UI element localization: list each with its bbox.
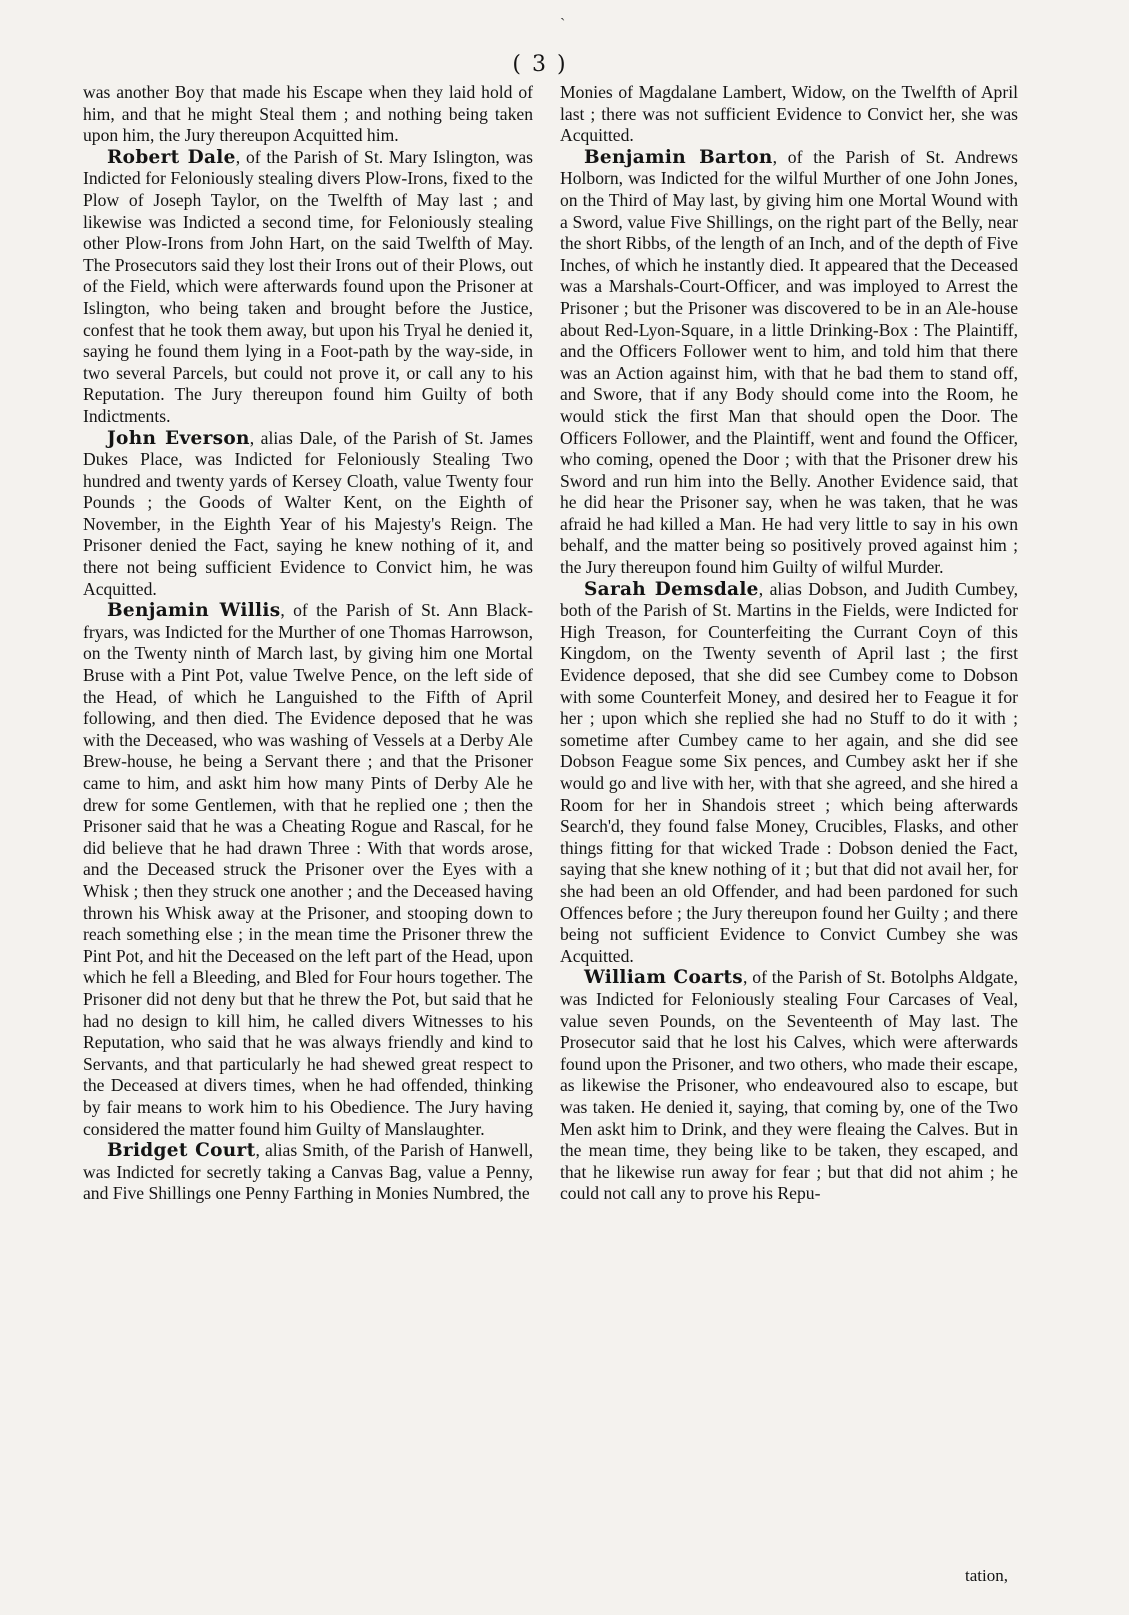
entry-benjamin-barton [560,147,1018,579]
entry-bridget-court [83,1140,533,1205]
defendant-name: Sarah Demsdale [584,578,759,600]
entry-continuation [560,82,1018,147]
entry-text: was another Boy that made his Escape when they laid hold of him, and that he might Steal them ; and nothing being taken upon him, the Jury thereupon Acquitted him. [83,82,533,146]
right-column [560,82,1018,1205]
entry-continuation [83,82,533,147]
defendant-name: William Coarts [584,967,743,989]
defendant-name: John Everson [107,427,250,449]
entry-robert-dale [83,147,533,428]
catchword: tation, [965,1566,1008,1585]
entry-john-everson [83,428,533,601]
entry-sarah-demsdale [560,579,1018,968]
entry-text: , of the Parish of St. Andrews Holborn, was Indicted for the wilful Murther of one John Jones, on the Third of May last, by giving him one Mortal Wound with a Sword, value Five Shillings, on the right part of the Belly, near the short Ribbs, of the length of an Inch, and of the depth of Five Inches, of which he instantly died. It appeared that the Deceased was a Marshals-Court-Officer, and was imployed to Arrest the Prisoner ; but the Prisoner was discovered to be in an Ale-house about Red-Lyon-Square, in a little Drinking-Box : The Plaintiff, and the Officers Follower went to him, and told him that there was an Action against him, with that he bad them to stand off, and Swore, that if any Body should come into the Room, he would stick the first Man that should open the Door. The Officers Follower, and the Plaintiff, went and found the Officer, who coming, opened the Door ; with that the Prisoner drew his Sword and run him into the Belly. Another Evidence said, that he did hear the Prisoner say, when he was taken, that he was afraid he had killed a Man. He had very little to say in his own behalf, and the matter being so positively proved against him ; the Jury thereupon found him Guilty of wilful Murder. [560,146,1018,578]
entry-text: , alias Dale, of the Parish of St. James Dukes Place, was Indicted for Feloniously Stealing Two hundred and twenty yards of Kersey Cloath, value Twenty four Pounds ; the Goods of Walter Kent, on the Eighth of November, in the Eighth Year of his Majesty's Reign. The Prisoner denied the Fact, saying he knew nothing of it, and there not being sufficient Evidence to Convict him, he was Acquitted. [83,427,534,599]
left-column [83,82,533,1205]
entry-text: , alias Dobson, and Judith Cumbey, both of the Parish of St. Martins in the Fields, were Indicted for High Treason, for Counterfeiting the Currant Coyn of this Kingdom, on the Twenty seventh of April last ; the first Evidence deposed, that she did see Cumbey come to Dobson with some Counterfeit Money, and desired her to Feague it for her ; upon which she replied she had no Stuff to do it with ; sometime after Cumbey came to her again, and she did see Dobson Feague some Six pences, and Cumbey askt her if she would go and live with her, with that she agreed, and she hired a Room for her in Shandois street ; which being afterwards Search'd, they found false Money, Crucibles, Flasks, and other things fitting for that wicked Trade : Dobson denied the Fact, saying that she knew nothing of it ; but that did not avail her, for she had been an old Offender, and had been pardoned for such Offences before ; the Jury thereupon found her Guilty ; and there being not sufficient Evidence to Convict Cumbey she was Acquitted. [560,578,1019,966]
entry-william-coarts [560,967,1018,1205]
page-number: ( 3 ) [512,52,568,77]
defendant-name: Benjamin Barton [584,146,773,168]
entry-text: , of the Parish of St. Mary Islington, was Indicted for Feloniously stealing divers Plow-Irons, fixed to the Plow of Joseph Taylor, on the Twelfth of May last ; and likewise was Indicted a second time, for Feloniously stealing other Plow-Irons from John Hart, on the said Twelfth of May. The Prosecutors said they lost their Irons out of their Plows, out of the Field, which were afterwards found upon the Prisoner at Islington, who being taken and brought before the Justice, confest that he took them away, but upon his Tryal he denied it, saying he found them lying in a Foot-path by the way-side, in two several Parcels, but could not prove it, or call any to his Reputation. The Jury thereupon found him Guilty of both Indictments. [83,146,534,426]
entry-text: , of the Parish of St. Ann Black-fryars, was Indicted for the Murther of one Thomas Harrowson, on the Twenty ninth of March last, by giving him one Mortal Bruse with a Pint Pot, value Twelve Pence, on the left side of the Head, of which he Languished to the Fifth of April following, and then died. The Evidence deposed that he was with the Deceased, who was washing of Vessels at a Derby Ale Brew-house, he being a Servant there ; and that the Prisoner came to him, and askt him how many Pints of Derby Ale he drew for some Gentlemen, with that he replied one ; then the Prisoner said that he was a Cheating Rogue and Rascal, for he did believe that he had drawn Three : With that words arose, and the Deceased struck the Prisoner over the Eyes with a Whisk ; then they struck one another ; and the Deceased having thrown his Whisk away at the Prisoner, and stooping down to reach something else ; in the mean time the Prisoner threw the Pint Pot, and hit the Deceased on the left part of the Head, upon which he fell a Bleeding, and Bled for Four hours together. The Prisoner did not deny but that he threw the Pot, but said that he had no design to kill him, he called divers Witnesses to his Reputation, who said that he was always friendly and kind to Servants, and that particularly he had shewed great respect to the Deceased at divers times, when he had offended, thinking by fair means to work him to his Obedience. The Jury having considered the matter found him Guilty of Manslaughter. [83,600,533,1139]
defendant-name: Benjamin Willis [107,600,281,622]
defendant-name: Robert Dale [107,146,236,168]
defendant-name: Bridget Court [107,1140,256,1162]
entry-text: , alias Smith, of the Parish of Hanwell, was Indicted for secretly taking a Canvas Bag, value a Penny, and Five Shillings one Penny Farthing in Monies Numbred, the [83,1140,533,1204]
entry-benjamin-willis [83,600,533,1140]
ink-smudge: ˎ [560,2,566,21]
entry-text: , of the Parish of St. Botolphs Aldgate, was Indicted for Feloniously stealing Four Carcases of Veal, value seven Pounds, on the Seventeenth of May last. The Prosecutor said that he lost his Calves, which were afterwards found upon the Prisoner, and two others, who made their escape, as likewise the Prisoner, who endeavoured also to escape, but was taken. He denied it, saying, that coming by, one of the Two Men askt him to Drink, and they were fleaing the Calves. But in the mean time, they being like to be taken, they escaped, and that he likewise run away for fear ; but that did not ahim ; he could not call any to prove his Repu- [560,967,1018,1204]
entry-text: Monies of Magdalane Lambert, Widow, on the Twelfth of April last ; there was not sufficient Evidence to Convict her, she was Acquitted. [560,82,1018,146]
